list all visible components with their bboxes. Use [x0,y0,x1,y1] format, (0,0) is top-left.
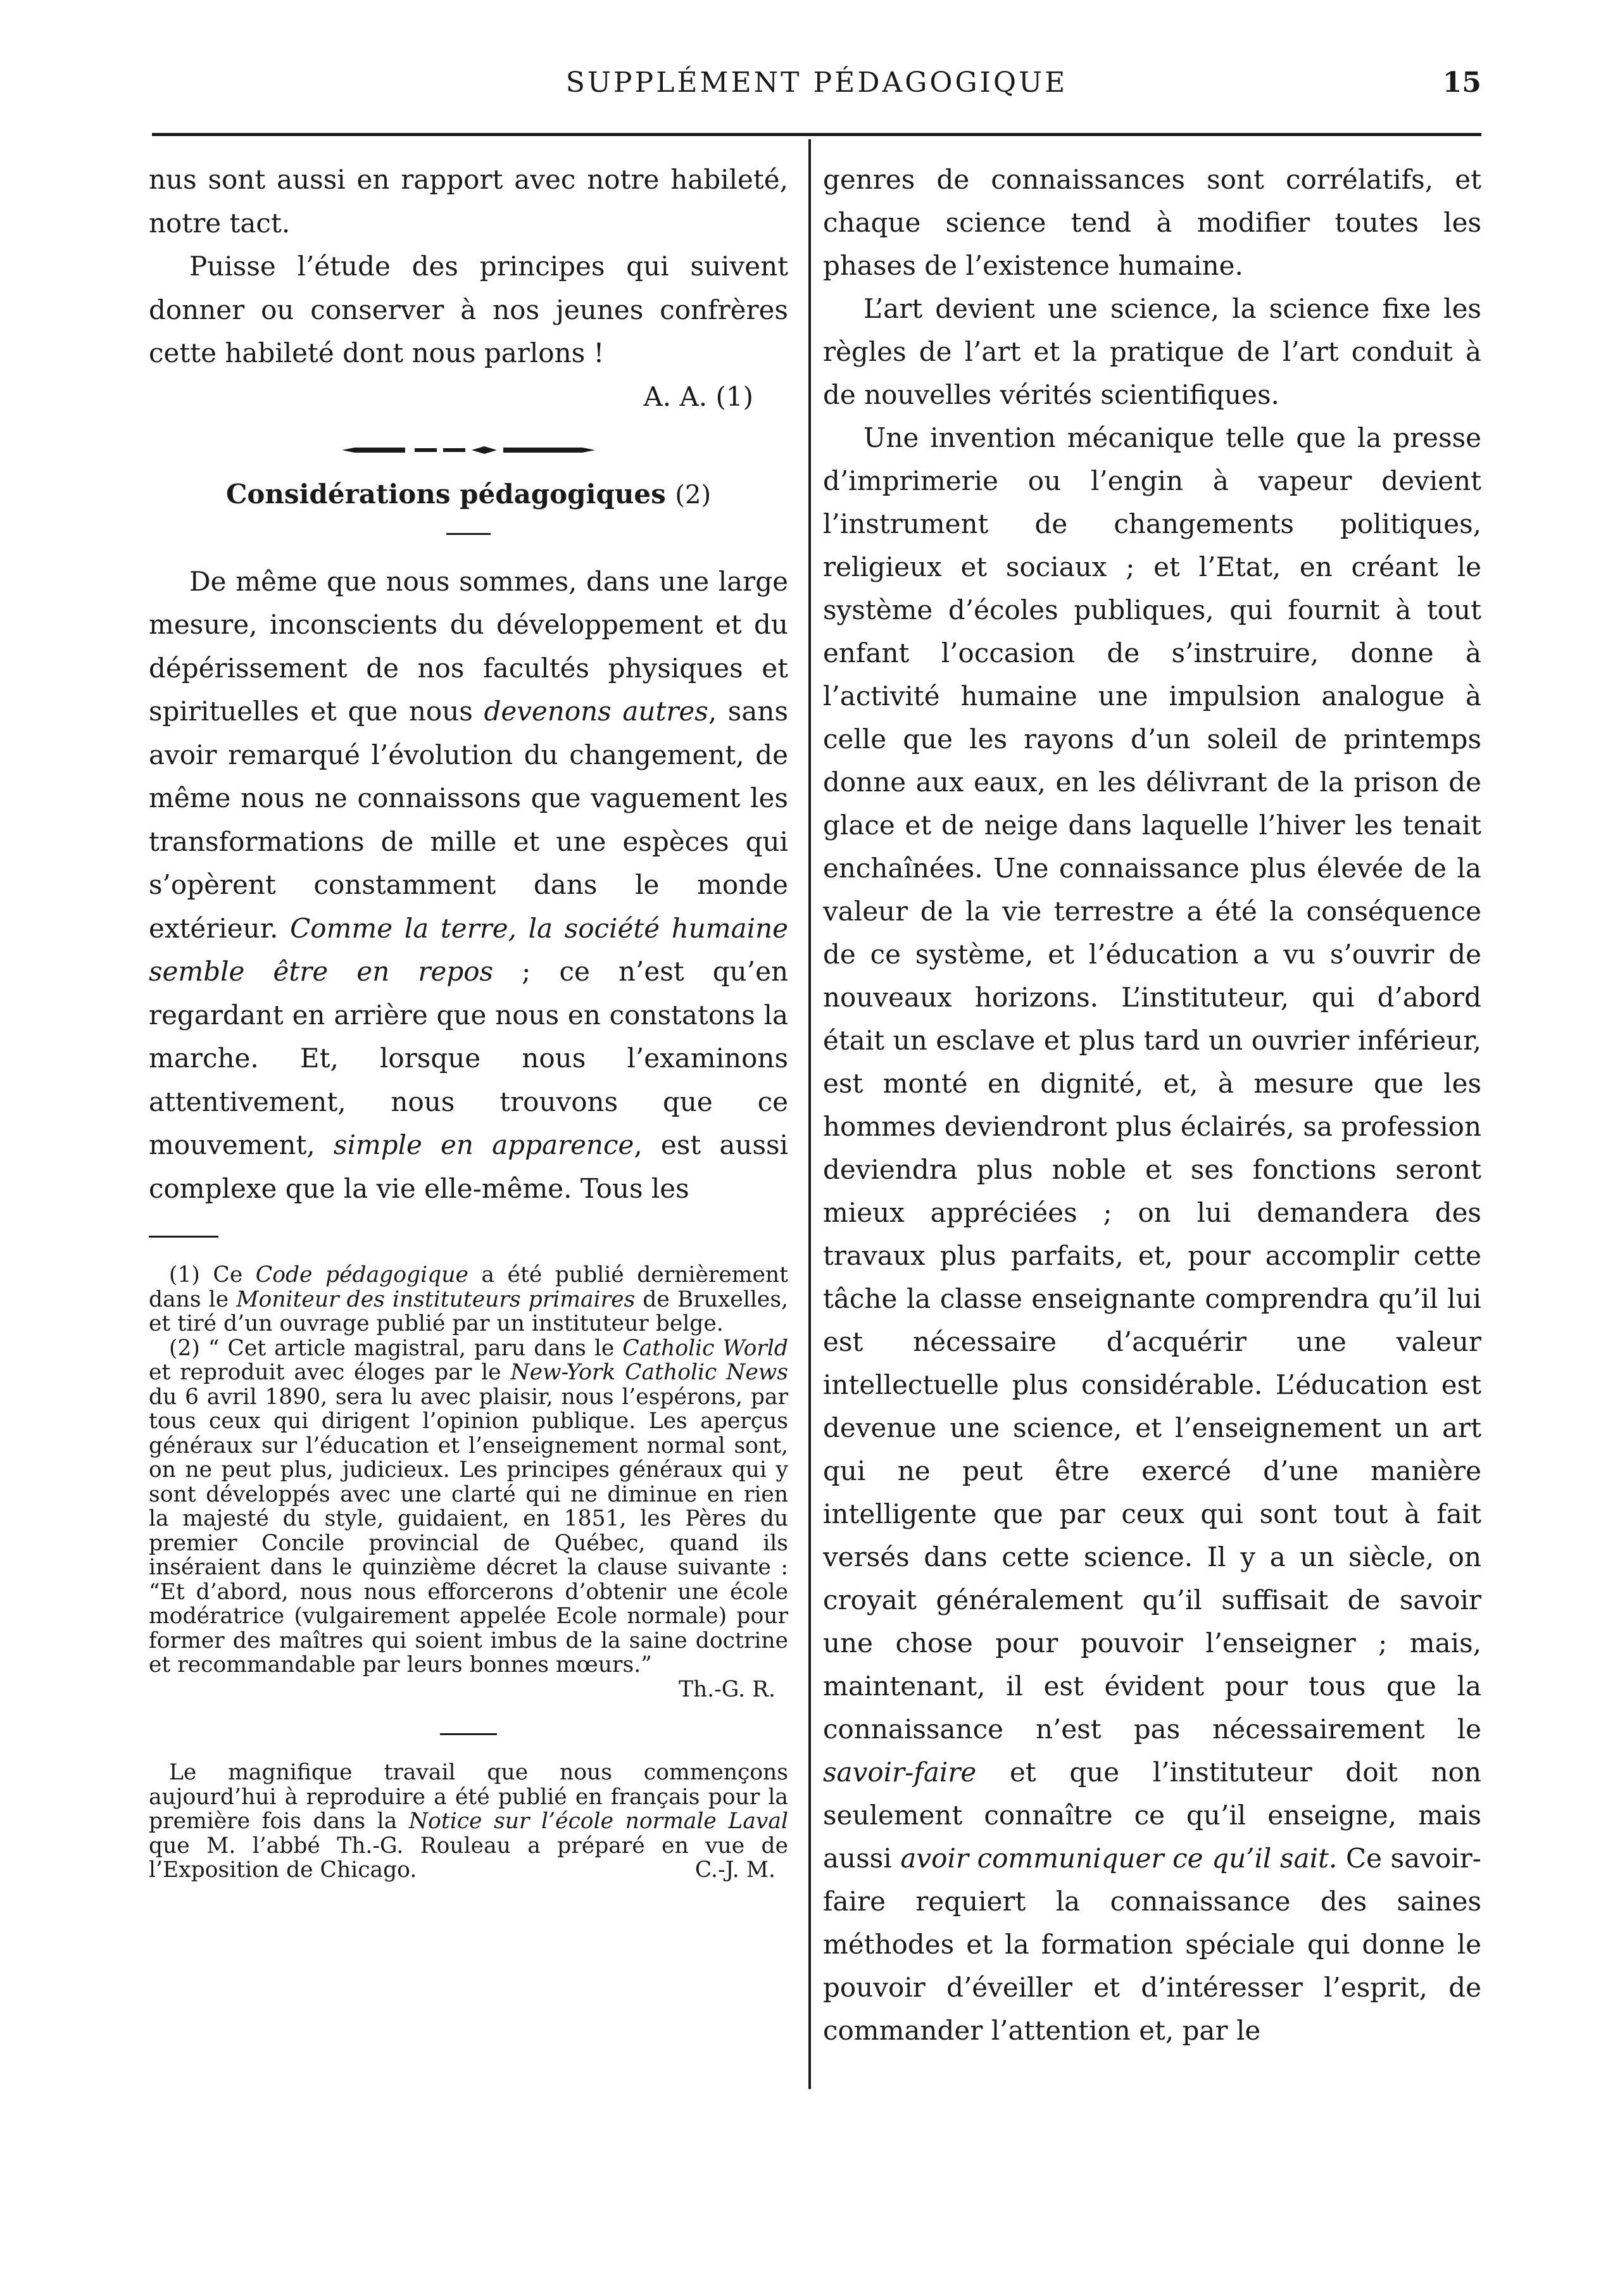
column-divider [808,139,811,2089]
main-text-3: ; ce n’est qu’en regardant en arrière que nous en constatons la marche. Et, lorsque nous l’examinons attentivement, nous trouvons que ce mouvement, [149,956,788,1160]
footnote-rule [149,1236,218,1238]
fn1-italic-1: Code pédagogique [255,1262,468,1288]
main-text-4: , est aussi complexe que la vie elle-même. Tous les [149,1129,788,1204]
fn1-text-3: de Bruxelles, et tiré d’un ouvrage publié par un instituteur belge. [149,1286,788,1336]
fn2-text-2: et reproduit avec éloges par le [149,1360,511,1385]
right-text-1: Une invention mécanique telle que la presse d’imprimerie ou l’engin à vapeur devient l’instrument de changements politiques, religieux et sociaux ; et l’Etat, en créant le système d’écoles publiques, qui fournit à tout enfant l’occasion de s’instruire, donne à l’activité humaine une impulsion analogue à celle que les rayons d’un soleil de printemps donne aux eaux, en les délivrant de la prison de glace et de neige dans laquelle l’hiver les tenait enchaînées. Une connaissance plus élevée de la valeur de la vie terrestre a été la conséquence de ce système, et l’éducation a vu s’ouvrir de nouveaux horizons. L’instituteur, qui d’abord était un esclave et plus tard un ouvrier inférieur, est monté en dignité, et, à mesure que les hommes deviendront plus éclairés, sa profession deviendra plus noble et ses fonctions seront mieux appréciées ; on lui demandera des travaux plus parfaits, et, pour accomplir cette tâche la classe enseignante comprendra qu’il lui est nécessaire d’acquérir une valeur intellectuelle plus considérable. L’éducation est devenue une science, et l’enseignement un art qui ne peut être exercé d’une manière intelligente que par ceux qui sont tout à fait versés dans cette science. Il y a un siècle, on croyait généralement qu’il suffisait de savoir une chose pour pouvoir l’enseigner ; mais, maintenant, il est évident pour tous que la connaissance n’est pas nécessairement le [823,422,1481,1745]
main-text-1: De même que nous sommes, dans une large mesure, inconscients du développement et du dépérissement de nos facultés physiques et spirituelles et que nous [149,565,788,727]
right-text-2: et que l’instituteur doit non seulement connaître ce qu’il enseigne, mais aussi [823,1757,1481,1874]
footnote-2 [149,1336,788,1678]
title-rule [446,533,491,535]
note-text-1: Le magnifique travail que nous commençons aujourd’hui à reproduire a été publié en français pour la première fois dans la [149,1760,788,1834]
left-column [149,158,788,1883]
right-paragraph-3 [823,417,1481,2052]
running-title: SUPPLÉMENT PÉDAGOGIQUE [565,66,1068,99]
fn2-text-1: (2) “ Cet article magistral, paru dans le [169,1335,623,1361]
note-signature: C.-J. M. [694,1857,775,1883]
right-paragraph-1: genres de connaissances sont corrélatifs, et chaque science tend à modifier toutes les phases de l’existence humaine. [823,164,1481,281]
page-number: 15 [1442,66,1481,99]
ornament-divider [342,444,595,456]
fn1-text-1: (1) Ce [169,1262,256,1288]
note-rule [440,1733,497,1735]
intro-signature: A. A. (1) [643,380,753,412]
main-italic-3: simple en apparence [333,1129,634,1160]
right-italic-1: savoir-faire [823,1757,977,1788]
page-header [152,66,1481,104]
right-text-3: Ce savoir-faire requiert la connaissance des saines méthodes et la formation spéciale qui donne le pouvoir d’éveiller et d’intéresser l’esprit, de commander l’attention et, par le [823,1843,1481,2046]
section-title [149,475,788,514]
footnote-1 [149,1263,788,1336]
section-title-text: Considérations pédagogiques [225,478,666,510]
right-paragraph-2: L’art devient une science, la science fixe les règles de l’art et la pratique de l’art conduit à de nouvelles vérités scientifiques. [823,293,1481,410]
fn1-italic-2: Moniteur des instituteurs primaires [236,1286,636,1312]
section-title-note: (2) [675,480,712,510]
footnote-2-signature: Th.-G. R. [678,1676,775,1702]
header-rule [152,133,1481,136]
intro-paragraph-2: Puisse l’étude des principes qui suivent donner ou conserver à nos jeunes confrères cette habileté dont nous parlons ! [149,251,788,368]
fn1-text-2: a été publié dernièrement dans le [149,1262,788,1312]
main-italic-2: Comme la terre, la société humaine semble être en repos [149,912,788,987]
editor-note [149,1760,788,1883]
fn2-text-3: du 6 avril 1890, sera lu avec plaisir, nous l’espérons, par tous ceux qui dirigent l’opinion publique. Les aperçus généraux sur l’éducation et l’enseignement normal sont, on ne peut plus, judicieux. Les principes généraux qui y sont développés avec une clarté qui ne diminue en rien la majesté du style, guidaient, en 1851, les Pères du premier Concile provincial de Québec, quand ils inséraient dans le quinzième décret la clause suivante : “Et d’abord, nous nous efforcerons d’obtenir une école modératrice (vulgairement appelée Ecole normale) pour former des maîtres qui soient imbus de la saine doctrine et recommandable par leurs bonnes mœurs.” [149,1384,788,1678]
intro-paragraph-1: nus sont aussi en rapport avec notre habileté, notre tact. [149,164,788,239]
right-column [823,158,1481,2052]
main-italic-1: devenons autres [484,696,708,727]
main-paragraph [149,560,788,1211]
note-italic-1: Notice sur l’école normale Laval [408,1809,788,1834]
main-text-2: , sans avoir remarqué l’évolution du changement, de même nous ne connaissons que vaguement les transformations de mille et une espèces qui s’opèrent constamment dans le monde extérieur. [149,696,788,944]
fn2-italic-1: Catholic World [622,1335,788,1361]
fn2-italic-2: New-York Catholic News [510,1360,788,1385]
right-italic-2: avoir communiquer ce qu’il sait. [900,1843,1338,1874]
note-text-2: que M. l’abbé Th.-G. Rouleau a préparé en vue de l’Exposition de Chicago. [149,1833,788,1883]
